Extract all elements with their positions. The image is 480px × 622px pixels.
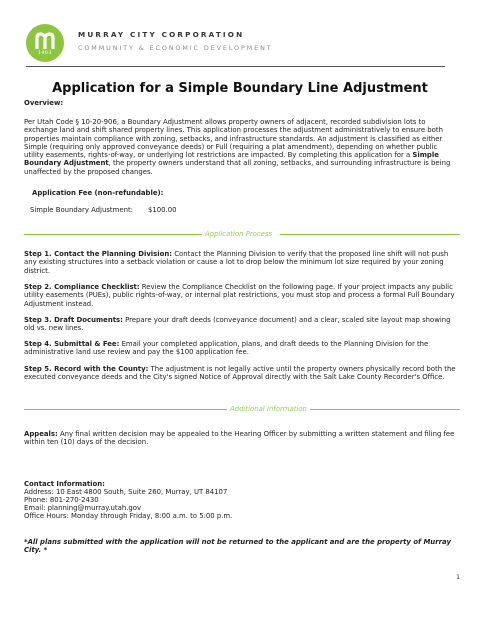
step-label: Step 3. Draft Documents: xyxy=(24,316,123,324)
overview-heading: Overview: xyxy=(24,99,64,107)
step-label: Step 5. Record with the County: xyxy=(24,365,149,373)
contact-hours: Office Hours: Monday through Friday, 8:00 a.m. to 5:00 p.m. xyxy=(24,512,233,520)
fee-amount: $100.00 xyxy=(148,206,177,214)
page-title: Application for a Simple Boundary Line Adjustment xyxy=(52,81,428,96)
section-divider-additional xyxy=(24,405,460,414)
contact-email[interactable]: Email: planning@murray.utah.gov xyxy=(24,504,142,512)
step-text: The adjustment is not legally active until the property owners physically record both the executed conveyance deeds and the City's signed Notice of Approval directly with the Salt Lake County Recorder's Office. xyxy=(24,365,456,382)
divider-line-right xyxy=(280,234,460,235)
contact-phone: Phone: 801-270-2430 xyxy=(24,496,99,504)
header-divider xyxy=(26,66,445,67)
step-5 xyxy=(24,365,458,382)
overview-paragraph xyxy=(24,118,458,176)
department-name: COMMUNITY & ECONOMIC DEVELOPMENT xyxy=(78,44,273,52)
overview-emphasis: Simple Boundary Adjustment xyxy=(24,151,439,168)
section-title-process: Application Process xyxy=(205,230,273,238)
appeals-text: Any final written decision may be appealed to the Hearing Officer by submitting a written statement and filing fee within ten (10) days of the decision. xyxy=(24,430,455,447)
step-text: Prepare your draft deeds (conveyance document) and a clear, scaled site layout map showing old vs. new lines. xyxy=(24,316,451,333)
section-divider-process xyxy=(24,230,460,239)
step-3 xyxy=(24,316,458,333)
footer-note: *All plans submitted with the application will not be returned to the applicant and are the property of Murray City. * xyxy=(24,538,451,554)
m-letter-icon xyxy=(26,24,64,62)
step-2 xyxy=(24,283,458,308)
appeals-label: Appeals: xyxy=(24,430,58,438)
fee-item: Simple Boundary Adjustment: xyxy=(30,206,133,214)
overview-text-2: , the property owners understand that all zoning, setbacks, and surrounding infrastructure is being unaffected by the proposed changes. xyxy=(24,159,451,176)
step-4 xyxy=(24,340,458,357)
step-1 xyxy=(24,250,458,275)
divider-line-left xyxy=(24,234,202,235)
step-text: Review the Compliance Checklist on the following page. If your project impacts any public utility easements (PUEs), public rights-of-way, or internal plat restrictions, you must stop and process a formal Full Boundary Adjustment instead. xyxy=(24,283,455,308)
appeals-paragraph xyxy=(24,430,458,447)
overview-text-1: Per Utah Code § 10-20-906, a Boundary Adjustment allows property owners of adjacent, recorded subdivision lots to exchange land and shift shared property lines. This application processes the adjustment administratively to ensure both properties maintain compliance with zoning, setbacks, and infrastructure standards. An adjustment is classified as either Simple (requiring only approved conveyance deeds) or Full (requiring a plat amendment), depending on whether public utility easements, rights-of-way, or underlying lot restrictions are impacted. By completing this application for a xyxy=(24,118,443,160)
divider-line-right xyxy=(310,409,460,410)
step-label: Step 1. Contact the Planning Division: xyxy=(24,250,173,258)
fee-label: Application Fee (non-refundable): xyxy=(32,189,164,197)
contact-address: Address: 10 East 4800 South, Suite 260, Murray, UT 84107 xyxy=(24,488,228,496)
page-number: 1 xyxy=(456,573,461,581)
contact-heading: Contact Information: xyxy=(24,480,105,488)
step-text: Email your completed application, plans, and draft deeds to the Planning Division for the administrative land use review and pay the $100 application fee. xyxy=(24,340,429,357)
organization-name: MURRAY CITY CORPORATION xyxy=(78,30,245,39)
murray-city-logo xyxy=(26,24,64,62)
step-label: Step 4. Submittal & Fee: xyxy=(24,340,120,348)
step-label: Step 2. Compliance Checklist: xyxy=(24,283,140,291)
logo-year: 1903 xyxy=(38,51,52,56)
step-text: Contact the Planning Division to verify that the proposed line shift will not push any existing structures into a setback violation or cause a lot to drop below the minimum lot size required by your zoning district. xyxy=(24,250,449,275)
section-title-additional: Additional Information xyxy=(230,405,307,413)
divider-line-left xyxy=(24,409,227,410)
